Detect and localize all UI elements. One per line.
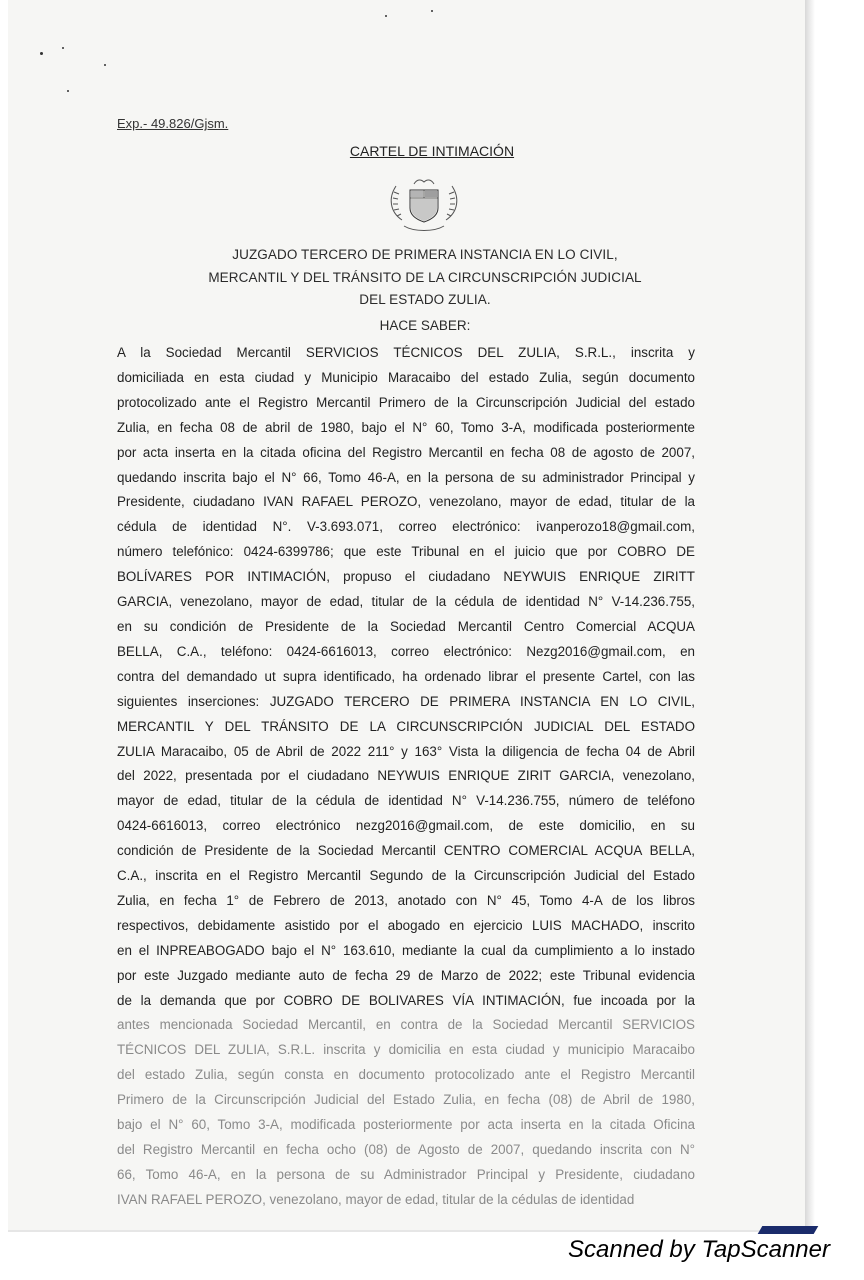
body-line: condición de Presidente de la Sociedad Mercantil CENTRO COMERCIAL ACQUA BELLA, (117, 843, 695, 859)
scanner-watermark: Scanned by TapScanner (568, 1236, 830, 1263)
body-line: en su condición de Presidente de la Sociedad Mercantil Centro Comercial ACQUA (117, 618, 695, 634)
scan-speck (62, 47, 64, 49)
scan-speck (104, 64, 106, 66)
body-line: mayor de edad, titular de la cédula de identidad N° V-14.236.755, número de teléfono (117, 793, 695, 809)
scan-speck (40, 52, 43, 55)
body-line: 0424-6616013, correo electrónico nezg2016@gmail.com, de este domicilio, en su (117, 818, 695, 834)
body-line: Primero de la Circunscripción Judicial del Estado Zulia, en fecha (08) de Abril de 1980, (117, 1092, 695, 1108)
page-edge-shadow (805, 0, 815, 1232)
body-line: TÉCNICOS DEL ZULIA, S.R.L. inscrita y domicilia en esta ciudad y municipio Maracaibo (117, 1042, 695, 1058)
body-line: bajo el N° 60, Tomo 3-A, modificada posteriormente por acta inserta en la citada Oficina (117, 1117, 695, 1133)
court-line: DEL ESTADO ZULIA. (359, 292, 491, 307)
court-line: JUZGADO TERCERO DE PRIMERA INSTANCIA EN LO CIVIL, (232, 247, 618, 262)
body-line: por acta inserta en la citada oficina del Registro Mercantil en fecha 08 de agosto de 2007, (117, 444, 695, 460)
scan-speck (67, 90, 69, 92)
body-line: protocolizado ante el Registro Mercantil Primero de la Circunscripción Judicial del estado (117, 394, 695, 410)
document-title-text: CARTEL DE INTIMACIÓN (349, 143, 515, 159)
body-line: número telefónico: 0424-6399786; que este Tribunal en el juicio que por COBRO DE (117, 544, 695, 560)
page-corner-edge (758, 1226, 819, 1234)
body-line: domiciliada en esta ciudad y Municipio Maracaibo del estado Zulia, según documento (117, 369, 695, 385)
coat-of-arms-seal (384, 176, 464, 234)
body-line: quedando inscrita bajo el N° 66, Tomo 46-A, en la persona de su administrador Principal y (117, 469, 695, 485)
court-header (0, 244, 850, 312)
court-line: MERCANTIL Y DEL TRÁNSITO DE LA CIRCUNSCRIPCIÓN JUDICIAL (208, 269, 642, 285)
hace-saber-heading: HACE SABER: (379, 318, 471, 333)
body-line: A la Sociedad Mercantil SERVICIOS TÉCNICOS DEL ZULIA, S.R.L., inscrita y (117, 345, 695, 360)
body-line: por este Juzgado mediante auto de fecha 29 de Marzo de 2022; este Tribunal evidencia (117, 967, 695, 983)
body-line: del estado Zulia, según consta en documento protocolizado ante el Registro Mercantil (117, 1067, 695, 1083)
body-line: respectivos, debidamente asistido por el abogado en ejercicio LUIS MACHADO, inscrito (117, 917, 695, 933)
body-line: BOLÍVARES POR INTIMACIÓN, propuso el ciudadano NEYWUIS ENRIQUE ZIRITT (117, 569, 695, 585)
body-line: cédula de identidad N°. V-3.693.071, correo electrónico: ivanperozo18@gmail.com, (117, 519, 695, 535)
body-paragraph (117, 341, 695, 1213)
body-line: MERCANTIL Y DEL TRÁNSITO DE LA CIRCUNSCRIPCIÓN JUDICIAL DEL ESTADO (117, 718, 695, 734)
body-line: 66, Tomo 46-A, en la persona de su Administrador Principal y Presidente, ciudadano (117, 1166, 695, 1182)
body-line: en el INPREABOGADO bajo el N° 163.610, mediante la cual da cumplimiento a lo instado (117, 942, 695, 958)
body-line: ZULIA Maracaibo, 05 de Abril de 2022 211° y 163° Vista la diligencia de fecha 04 de Abril (117, 743, 695, 759)
body-line: Presidente, ciudadano IVAN RAFAEL PEROZO, venezolano, mayor de edad, titular de la (117, 494, 695, 510)
body-line: contra del demandado ut supra identificado, ha ordenado librar el presente Cartel, con las (117, 668, 695, 684)
body-line: siguientes inserciones: JUZGADO TERCERO DE PRIMERA INSTANCIA EN LO CIVIL, (117, 693, 695, 709)
document-title (0, 143, 864, 159)
body-line: de la demanda que por COBRO DE BOLIVARES VÍA INTIMACIÓN, fue incoada por la (117, 992, 695, 1008)
body-line: GARCIA, venezolano, mayor de edad, titular de la cédula de identidad N° V-14.236.755, (117, 594, 695, 610)
body-line: antes mencionada Sociedad Mercantil, en contra de la Sociedad Mercantil SERVICIOS (117, 1017, 695, 1033)
body-line: del Registro Mercantil en fecha ocho (08) de Agosto de 2007, quedando inscrita con N° (117, 1142, 695, 1157)
body-line: C.A., inscrita en el Registro Mercantil Segundo de la Circunscripción Judicial del Estado (117, 868, 695, 884)
body-line: Zulia, en fecha 08 de abril de 1980, bajo el N° 60, Tomo 3-A, modificada posteriormente (117, 419, 695, 435)
scan-speck (431, 10, 433, 12)
body-line: BELLA, C.A., teléfono: 0424-6616013, correo electrónico: Nezg2016@gmail.com, en (117, 643, 695, 659)
body-line: IVAN RAFAEL PEROZO, venezolano, mayor de edad, titular de la cédulas de identidad (117, 1191, 635, 1207)
expediente-number: Exp.- 49.826/Gjsm. (117, 116, 229, 131)
body-line: Zulia, en fecha 1° de Febrero de 2013, anotado con N° 45, Tomo 4-A de los libros (117, 892, 695, 908)
body-line: del 2022, presentada por el ciudadano NEYWUIS ENRIQUE ZIRIT GARCIA, venezolano, (117, 768, 695, 784)
scan-speck (385, 15, 387, 17)
